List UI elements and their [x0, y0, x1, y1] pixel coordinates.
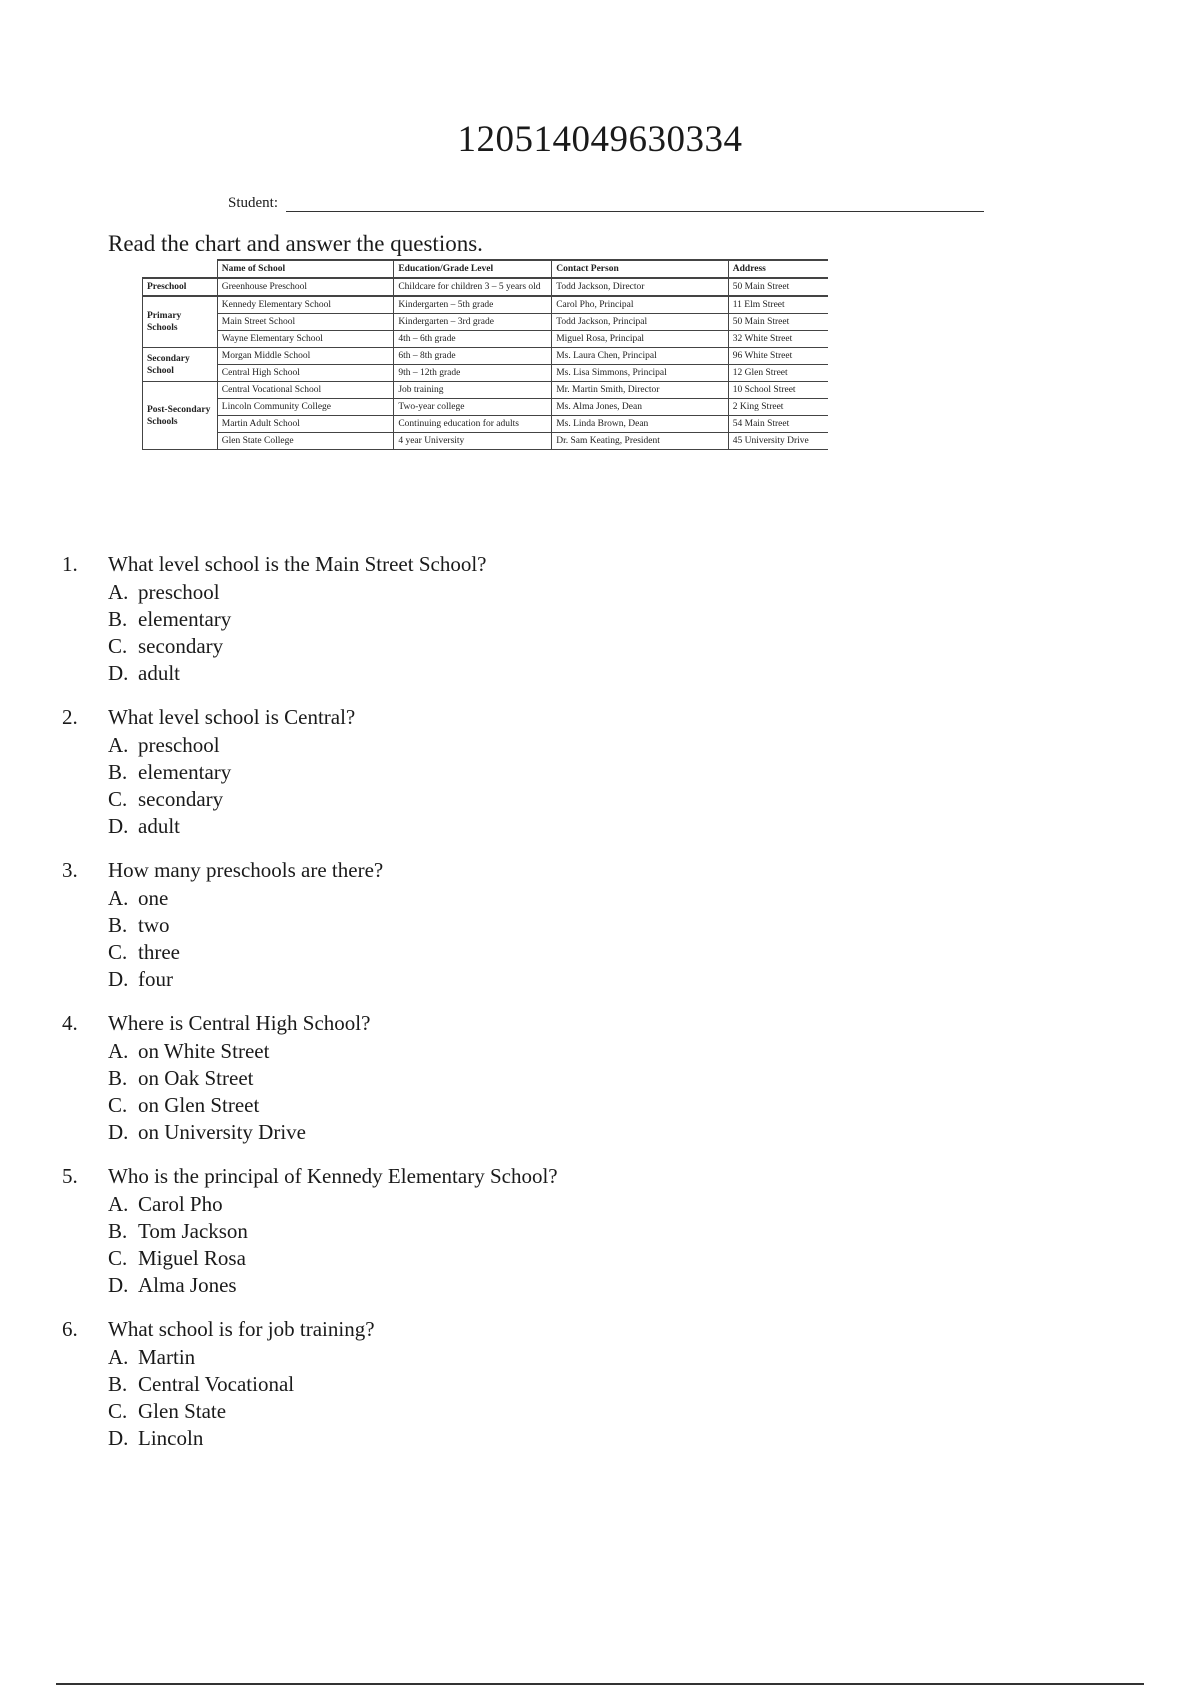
table-row [143, 278, 829, 296]
school-name-cell: Lincoln Community College [217, 399, 394, 416]
table-header-row [143, 260, 829, 278]
school-name-cell: Greenhouse Preschool [217, 278, 394, 296]
answer-option [62, 1398, 962, 1425]
option-text: Alma Jones [138, 1273, 237, 1297]
option-text: two [138, 913, 170, 937]
answer-option [62, 912, 962, 939]
answer-option [62, 732, 962, 759]
option-text: on White Street [138, 1039, 270, 1063]
address-cell: 45 University Drive [728, 433, 828, 450]
question-number: 4. [62, 1011, 78, 1035]
school-name-cell: Glen State College [217, 433, 394, 450]
address-cell: 32 White Street [728, 331, 828, 348]
answer-option [62, 1119, 962, 1146]
contact-cell: Todd Jackson, Director [552, 278, 729, 296]
grade-level-cell: Childcare for children 3 – 5 years old [394, 278, 552, 296]
footer-divider [56, 1683, 1144, 1685]
option-letter: A. [108, 1039, 129, 1063]
school-name-cell: Morgan Middle School [217, 348, 394, 365]
option-text: Miguel Rosa [138, 1246, 246, 1270]
option-text: elementary [138, 760, 232, 784]
category-post-secondary: Post-Secondary Schools [143, 382, 218, 450]
option-letter: C. [108, 940, 128, 964]
option-letter: C. [108, 787, 128, 811]
question-6 [62, 1316, 962, 1452]
option-text: adult [138, 814, 180, 838]
option-letter: D. [108, 1120, 129, 1144]
option-text: secondary [138, 787, 224, 811]
question-list [62, 551, 962, 1469]
question-text: What level school is Central? [108, 705, 356, 729]
grade-level-cell: 9th – 12th grade [394, 365, 552, 382]
question-text: Where is Central High School? [108, 1011, 371, 1035]
table-row [143, 416, 829, 433]
question-number: 5. [62, 1164, 78, 1188]
answer-option [62, 1065, 962, 1092]
answer-option [62, 1245, 962, 1272]
column-header: Name of School [217, 260, 394, 278]
contact-cell: Dr. Sam Keating, President [552, 433, 729, 450]
contact-cell: Ms. Alma Jones, Dean [552, 399, 729, 416]
school-name-cell: Martin Adult School [217, 416, 394, 433]
question-text: What level school is the Main Street School? [108, 552, 487, 576]
option-letter: B. [108, 913, 128, 937]
option-letter: C. [108, 1093, 128, 1117]
option-text: one [138, 886, 169, 910]
answer-option [62, 1038, 962, 1065]
option-letter: D. [108, 1426, 129, 1450]
school-chart-table [142, 259, 828, 450]
question-number: 3. [62, 858, 78, 882]
option-text: Central Vocational [138, 1372, 295, 1396]
grade-level-cell: Kindergarten – 3rd grade [394, 314, 552, 331]
answer-option [62, 1092, 962, 1119]
answer-option [62, 660, 962, 687]
option-letter: D. [108, 814, 129, 838]
contact-cell: Carol Pho, Principal [552, 296, 729, 314]
address-cell: 50 Main Street [728, 278, 828, 296]
address-cell: 50 Main Street [728, 314, 828, 331]
contact-cell: Miguel Rosa, Principal [552, 331, 729, 348]
answer-option [62, 1425, 962, 1452]
option-text: on Oak Street [138, 1066, 254, 1090]
grade-level-cell: Kindergarten – 5th grade [394, 296, 552, 314]
grade-level-cell: Job training [394, 382, 552, 399]
student-name-line [286, 195, 984, 212]
option-letter: A. [108, 1345, 129, 1369]
question-1 [62, 551, 962, 687]
option-letter: A. [108, 1192, 129, 1216]
answer-option [62, 1371, 962, 1398]
school-name-cell: Central High School [217, 365, 394, 382]
grade-level-cell: Two-year college [394, 399, 552, 416]
student-name-row [228, 188, 984, 212]
answer-option [62, 1218, 962, 1245]
school-name-cell: Wayne Elementary School [217, 331, 394, 348]
address-cell: 96 White Street [728, 348, 828, 365]
option-letter: C. [108, 1246, 128, 1270]
option-text: Glen State [138, 1399, 227, 1423]
table-row [143, 382, 829, 399]
table-row [143, 399, 829, 416]
option-letter: A. [108, 886, 129, 910]
address-cell: 11 Elm Street [728, 296, 828, 314]
grade-level-cell: 4 year University [394, 433, 552, 450]
answer-option [62, 633, 962, 660]
category-preschool: Preschool [143, 278, 218, 296]
contact-cell: Todd Jackson, Principal [552, 314, 729, 331]
address-cell: 2 King Street [728, 399, 828, 416]
student-label: Student: [228, 195, 279, 211]
grade-level-cell: Continuing education for adults [394, 416, 552, 433]
answer-option [62, 966, 962, 993]
option-text: Carol Pho [138, 1192, 223, 1216]
option-text: elementary [138, 607, 232, 631]
option-text: Lincoln [138, 1426, 204, 1450]
option-letter: D. [108, 967, 129, 991]
question-2 [62, 704, 962, 840]
category-secondary: Secondary School [143, 348, 218, 382]
grade-level-cell: 6th – 8th grade [394, 348, 552, 365]
answer-option [62, 885, 962, 912]
option-text: preschool [138, 733, 220, 757]
option-letter: D. [108, 1273, 129, 1297]
option-letter: B. [108, 1219, 128, 1243]
option-letter: B. [108, 760, 128, 784]
address-cell: 54 Main Street [728, 416, 828, 433]
question-4 [62, 1010, 962, 1146]
column-header: Contact Person [552, 260, 729, 278]
option-text: on Glen Street [138, 1093, 260, 1117]
table-row [143, 348, 829, 365]
option-letter: C. [108, 1399, 128, 1423]
instructions: Read the chart and answer the questions. [108, 231, 483, 256]
address-cell: 12 Glen Street [728, 365, 828, 382]
option-letter: B. [108, 1372, 128, 1396]
table-row [143, 331, 829, 348]
table-row [143, 314, 829, 331]
question-number: 1. [62, 552, 78, 576]
question-5 [62, 1163, 962, 1299]
answer-option [62, 579, 962, 606]
answer-option [62, 606, 962, 633]
question-number: 2. [62, 705, 78, 729]
answer-option [62, 1344, 962, 1371]
question-number: 6. [62, 1317, 78, 1341]
option-letter: B. [108, 607, 128, 631]
contact-cell: Ms. Linda Brown, Dean [552, 416, 729, 433]
table-row [143, 296, 829, 314]
school-name-cell: Kennedy Elementary School [217, 296, 394, 314]
option-text: three [138, 940, 180, 964]
school-name-cell: Central Vocational School [217, 382, 394, 399]
answer-option [62, 786, 962, 813]
question-text: What school is for job training? [108, 1317, 375, 1341]
contact-cell: Ms. Laura Chen, Principal [552, 348, 729, 365]
address-cell: 10 School Street [728, 382, 828, 399]
answer-option [62, 1272, 962, 1299]
option-text: four [138, 967, 173, 991]
option-letter: B. [108, 1066, 128, 1090]
answer-option [62, 939, 962, 966]
column-header: Education/Grade Level [394, 260, 552, 278]
option-text: Martin [138, 1345, 196, 1369]
option-text: secondary [138, 634, 224, 658]
table-row [143, 365, 829, 382]
option-text: preschool [138, 580, 220, 604]
contact-cell: Ms. Lisa Simmons, Principal [552, 365, 729, 382]
contact-cell: Mr. Martin Smith, Director [552, 382, 729, 399]
document-id: 120514049630334 [457, 119, 743, 160]
option-text: on University Drive [138, 1120, 306, 1144]
option-letter: A. [108, 580, 129, 604]
answer-option [62, 813, 962, 840]
column-header: Address [728, 260, 828, 278]
category-primary: Primary Schools [143, 296, 218, 348]
answer-option [62, 759, 962, 786]
school-name-cell: Main Street School [217, 314, 394, 331]
table-row [143, 433, 829, 450]
option-letter: A. [108, 733, 129, 757]
option-letter: D. [108, 661, 129, 685]
question-3 [62, 857, 962, 993]
answer-option [62, 1191, 962, 1218]
option-text: Tom Jackson [138, 1219, 248, 1243]
option-text: adult [138, 661, 180, 685]
option-letter: C. [108, 634, 128, 658]
question-text: How many preschools are there? [108, 858, 384, 882]
grade-level-cell: 4th – 6th grade [394, 331, 552, 348]
question-text: Who is the principal of Kennedy Elementary School? [108, 1164, 558, 1188]
table-corner-cell [143, 260, 218, 278]
